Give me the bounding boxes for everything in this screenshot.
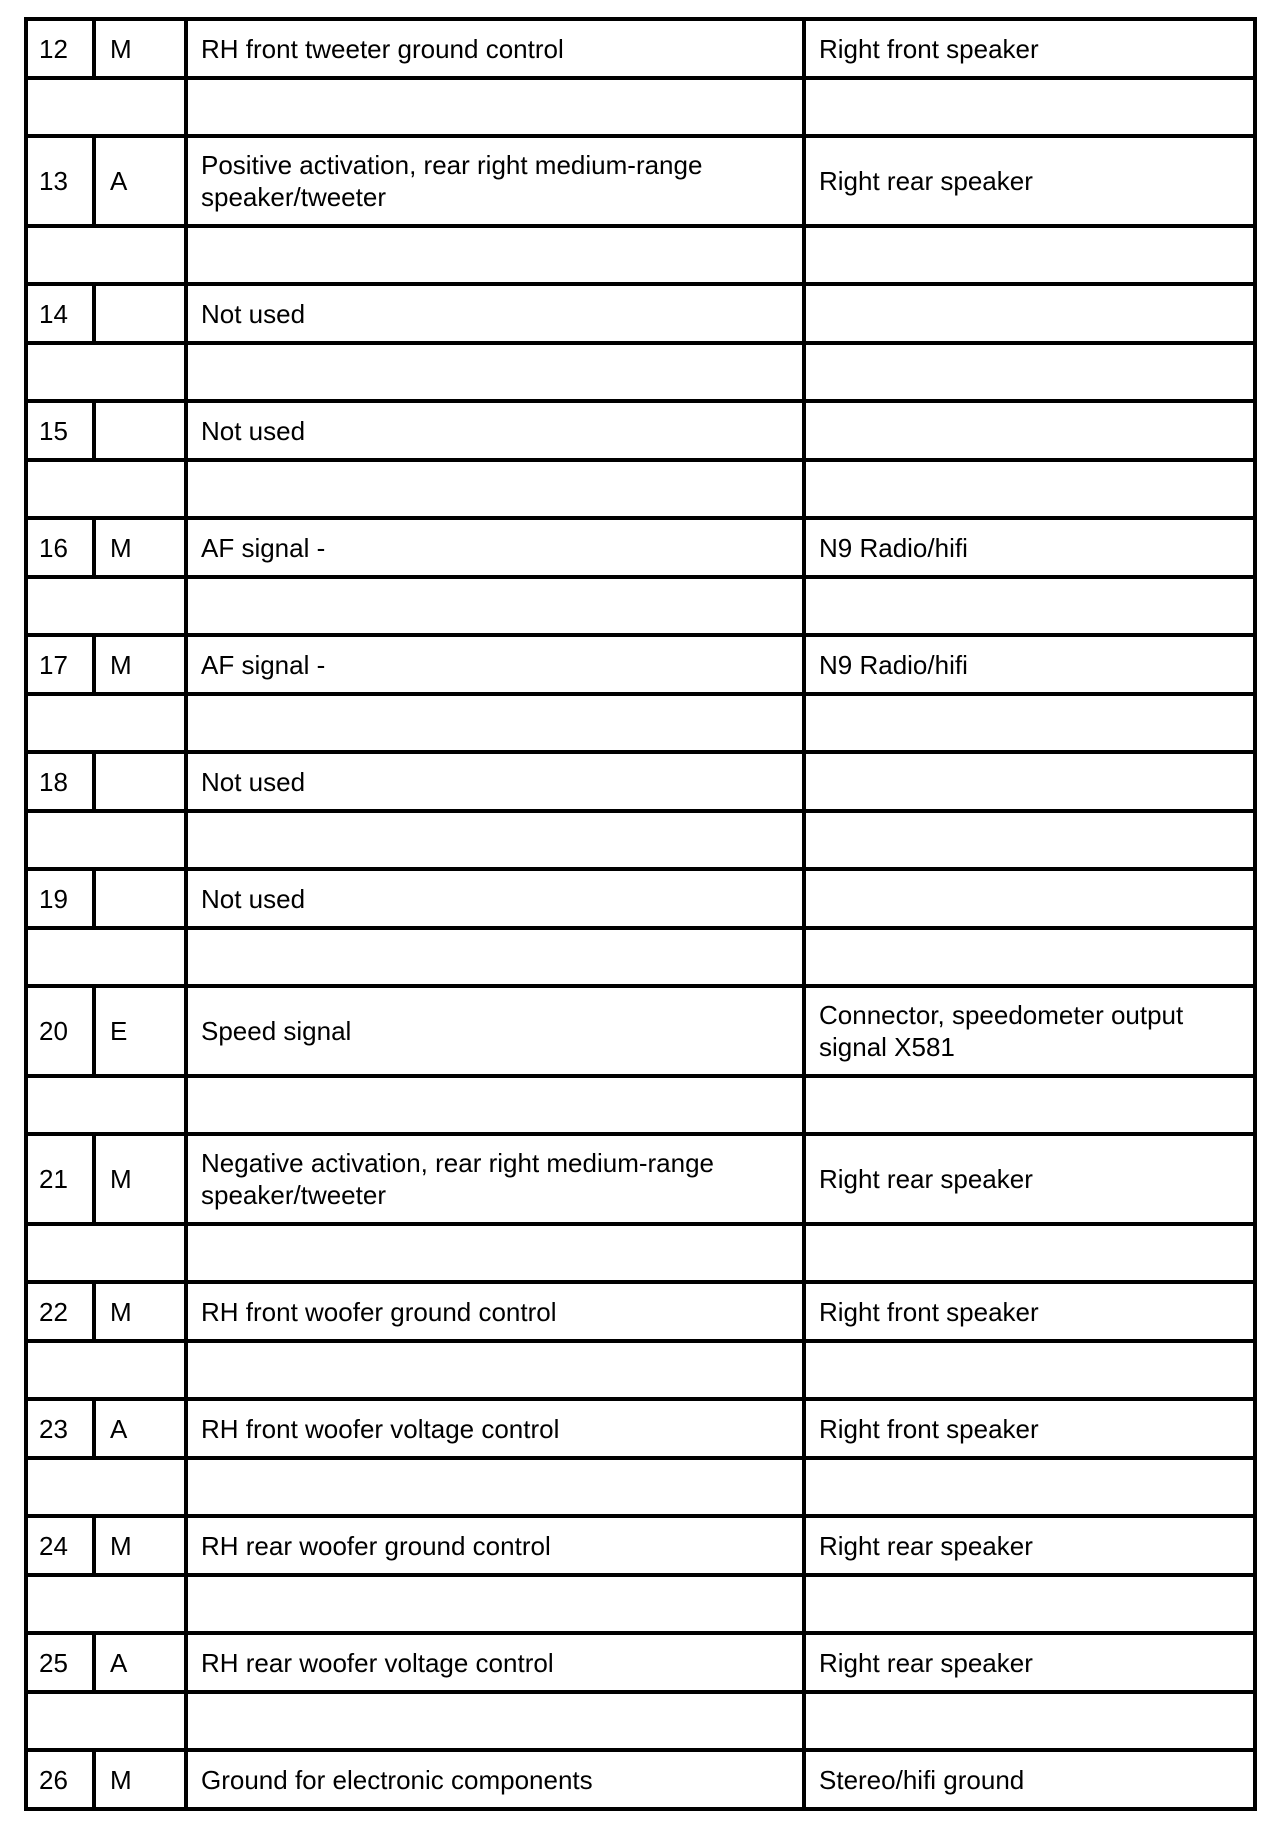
spacer-row xyxy=(26,1224,1255,1282)
table-row xyxy=(26,518,1255,577)
spacer-row xyxy=(26,928,1255,986)
pin-number: 16 xyxy=(26,518,94,577)
pin-number: 20 xyxy=(26,986,94,1076)
table-row xyxy=(26,1399,1255,1458)
pin-description: AF signal - xyxy=(186,635,804,694)
pin-type: A xyxy=(94,1399,186,1458)
table-row xyxy=(26,401,1255,460)
pin-connection xyxy=(804,752,1255,811)
pin-type: M xyxy=(94,1134,186,1224)
pin-type xyxy=(94,869,186,928)
pin-number: 22 xyxy=(26,1282,94,1341)
table-row xyxy=(26,1516,1255,1575)
table-row xyxy=(26,1134,1255,1224)
pin-type xyxy=(94,401,186,460)
spacer-row xyxy=(26,1076,1255,1134)
pin-description: Not used xyxy=(186,869,804,928)
pin-connection: Right rear speaker xyxy=(804,1134,1255,1224)
pin-connection: Right rear speaker xyxy=(804,1633,1255,1692)
pin-connection: Connector, speedometer output signal X581 xyxy=(804,986,1255,1076)
pin-connection: N9 Radio/hifi xyxy=(804,518,1255,577)
pin-number: 18 xyxy=(26,752,94,811)
pin-connection: Right front speaker xyxy=(804,1282,1255,1341)
pin-number: 13 xyxy=(26,136,94,226)
pin-description: RH rear woofer voltage control xyxy=(186,1633,804,1692)
table-row xyxy=(26,986,1255,1076)
pin-description: RH front woofer voltage control xyxy=(186,1399,804,1458)
pin-number: 12 xyxy=(26,19,94,78)
table-row xyxy=(26,136,1255,226)
spacer-row xyxy=(26,343,1255,401)
pin-connection: Right rear speaker xyxy=(804,1516,1255,1575)
pin-description: Not used xyxy=(186,284,804,343)
pin-type xyxy=(94,284,186,343)
pin-connection xyxy=(804,284,1255,343)
spacer-row xyxy=(26,460,1255,518)
spacer-row xyxy=(26,811,1255,869)
pin-description: Speed signal xyxy=(186,986,804,1076)
spacer-row xyxy=(26,78,1255,136)
pin-type: M xyxy=(94,1750,186,1809)
table-row xyxy=(26,635,1255,694)
pin-connection: Right front speaker xyxy=(804,1399,1255,1458)
spacer-row xyxy=(26,1458,1255,1516)
spacer-row xyxy=(26,1692,1255,1750)
pin-number: 26 xyxy=(26,1750,94,1809)
pin-number: 17 xyxy=(26,635,94,694)
pin-description: RH front woofer ground control xyxy=(186,1282,804,1341)
pin-connection: N9 Radio/hifi xyxy=(804,635,1255,694)
pin-number: 24 xyxy=(26,1516,94,1575)
table-row xyxy=(26,752,1255,811)
pin-type xyxy=(94,752,186,811)
pin-description: RH front tweeter ground control xyxy=(186,19,804,78)
pin-number: 21 xyxy=(26,1134,94,1224)
pin-number: 15 xyxy=(26,401,94,460)
pin-type: M xyxy=(94,518,186,577)
pin-connection xyxy=(804,401,1255,460)
spacer-row xyxy=(26,694,1255,752)
pin-number: 19 xyxy=(26,869,94,928)
pin-description: Ground for electronic components xyxy=(186,1750,804,1809)
pin-description: Not used xyxy=(186,752,804,811)
pin-type: M xyxy=(94,635,186,694)
table-row xyxy=(26,19,1255,78)
pin-description: Not used xyxy=(186,401,804,460)
pin-number: 23 xyxy=(26,1399,94,1458)
spacer-row xyxy=(26,577,1255,635)
pin-type: M xyxy=(94,1282,186,1341)
pin-type: A xyxy=(94,136,186,226)
pin-connection xyxy=(804,869,1255,928)
table-row xyxy=(26,284,1255,343)
spacer-row xyxy=(26,1575,1255,1633)
spacer-row xyxy=(26,226,1255,284)
pin-description: RH rear woofer ground control xyxy=(186,1516,804,1575)
table-row xyxy=(26,1750,1255,1809)
pin-assignment-table xyxy=(24,17,1257,1811)
pin-type: A xyxy=(94,1633,186,1692)
table-row xyxy=(26,1282,1255,1341)
table-row xyxy=(26,869,1255,928)
pin-number: 14 xyxy=(26,284,94,343)
table-row xyxy=(26,1633,1255,1692)
spacer-row xyxy=(26,1341,1255,1399)
pin-description: AF signal - xyxy=(186,518,804,577)
pin-connection: Right front speaker xyxy=(804,19,1255,78)
pin-description: Negative activation, rear right medium-range speaker/tweeter xyxy=(186,1134,804,1224)
pin-type: M xyxy=(94,1516,186,1575)
pin-connection: Right rear speaker xyxy=(804,136,1255,226)
pin-type: E xyxy=(94,986,186,1076)
pin-number: 25 xyxy=(26,1633,94,1692)
pin-type: M xyxy=(94,19,186,78)
pin-description: Positive activation, rear right medium-range speaker/tweeter xyxy=(186,136,804,226)
pin-connection: Stereo/hifi ground xyxy=(804,1750,1255,1809)
